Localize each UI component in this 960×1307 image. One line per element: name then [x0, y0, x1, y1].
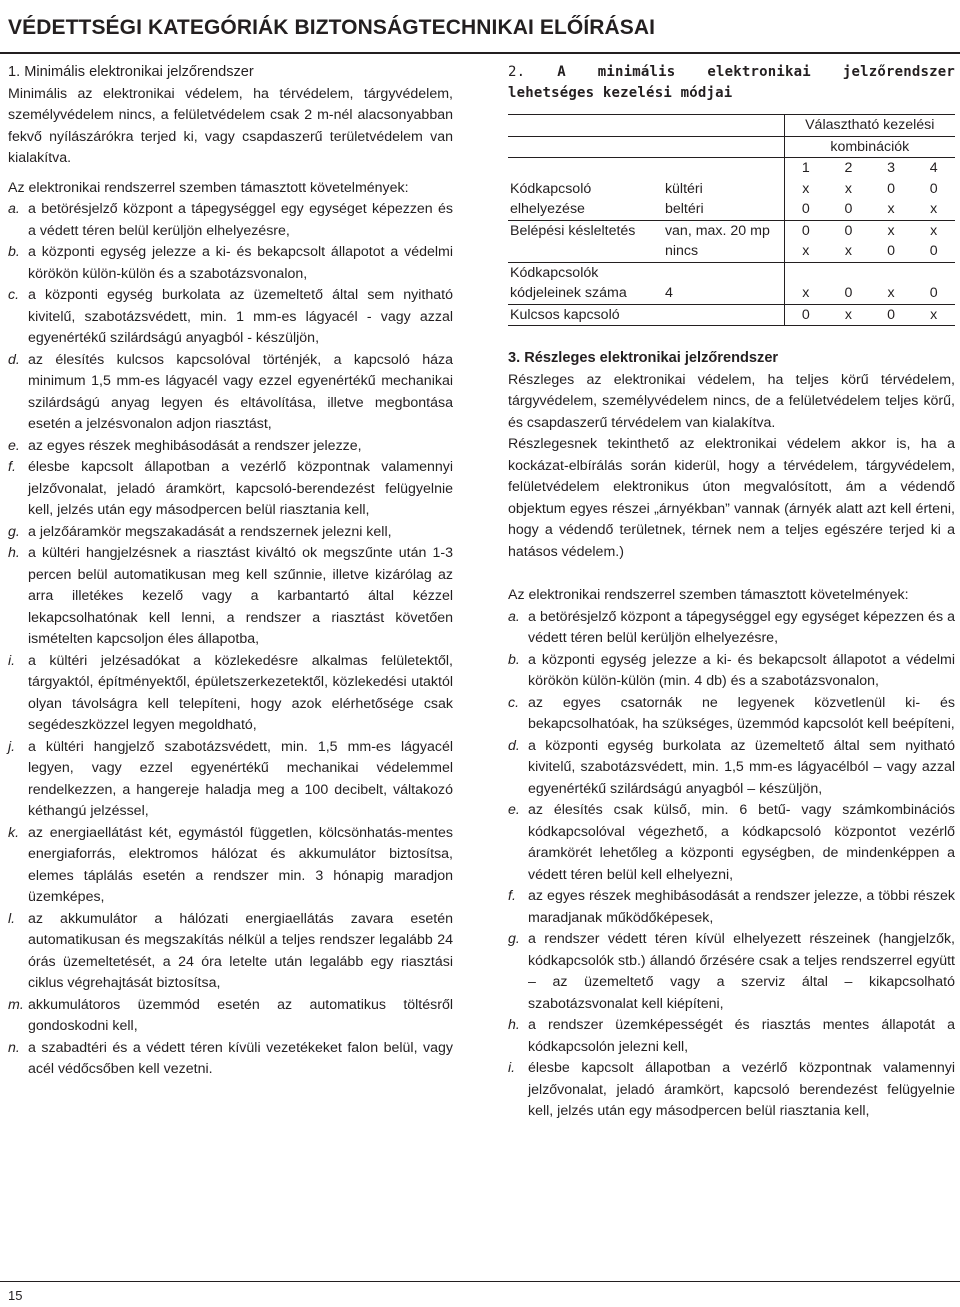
table-cell: 0: [784, 199, 827, 220]
section-1-number: 1.: [8, 64, 21, 80]
requirement-text: a központi egység burkolata az üzemeltető által sem nyitható kivitelű, szabotázsvédett, min. 1,5 mm-es lágyacélból – vagy azzal egyenértékű szilárdságú anyagból – készüljön,: [528, 737, 955, 797]
requirement-item: [8, 436, 453, 458]
section-1-requirements-intro: Az elektronikai rendszerrel szemben támasztott követelmények:: [8, 179, 409, 196]
table-cell: 0: [784, 304, 827, 326]
requirement-letter: c.: [508, 694, 520, 711]
table-cell: 0: [784, 220, 827, 241]
requirement-item: [8, 909, 453, 995]
requirement-text: az energiaellátást két, egymástól független, kölcsönhatás-mentes energiaforrás, elektromos hálózat és akkumulátor biztosítsa, elemes táplálás esetén a rendszer min. 3 hónapig maradjon üzemképes,: [28, 824, 453, 905]
requirement-letter: d.: [8, 351, 20, 368]
table-cell: x: [887, 222, 895, 239]
requirement-item: [8, 199, 453, 242]
requirement-letter: i.: [508, 1060, 516, 1076]
requirement-item: [8, 823, 453, 909]
requirement-text: a kültéri hangjelző szabotázsvédett, min. 1,5 mm-es lágyacél legyen, vagy ezzel egyenértékű mechanikai védelemmel rendelkezzen, a hangereje haladja meg a 100 decibelt, váltakozó kéthangú jelzéssel,: [28, 738, 453, 819]
section-3-title: Részleges elektronikai jelzőrendszer: [524, 350, 779, 366]
requirement-item: [8, 285, 453, 350]
page-number: 15: [8, 1288, 23, 1303]
requirement-letter: l.: [8, 910, 16, 927]
table-row-option: beltéri: [659, 199, 784, 220]
requirement-letter: e.: [508, 802, 520, 818]
table-column-number: 1: [784, 158, 827, 179]
table-cell: 0: [887, 180, 895, 197]
requirement-text: a jelzőáramkör megszakadását a rendszernek jelezni kell,: [28, 523, 392, 540]
section-2-number: 2.: [508, 64, 526, 80]
requirement-item: [508, 1058, 955, 1123]
requirement-letter: e.: [8, 437, 20, 454]
operation-modes-table: [508, 114, 955, 326]
table-row-option: [659, 304, 784, 326]
requirement-letter: b.: [508, 651, 520, 668]
table-header-row-2: [508, 136, 955, 158]
requirement-item: [8, 995, 453, 1038]
section-3-heading: [508, 348, 955, 370]
requirement-text: az egyes részek meghibásodását a rendszer jelezze, a többi részek maradjanak működőképesek,: [528, 888, 955, 926]
left-column: [8, 62, 453, 1081]
table-row: [508, 283, 955, 304]
requirement-letter: h.: [508, 1017, 520, 1033]
requirement-item: [8, 522, 453, 544]
requirement-item: [8, 457, 453, 522]
requirement-text: az élesítés kulcsos kapcsolóval történjék, a kapcsoló háza minimum 1,5 mm-es lágyacél vagy ezzel egyenértékű mechanikai szilárdságú anyag legyen és eltávolítása, illetve megbontása esetén a jelzésvonalon adjon riasztást,: [28, 351, 453, 432]
table-cell: x: [784, 179, 827, 200]
right-column: [508, 62, 955, 1123]
requirement-text: az akkumulátor a hálózati energiaellátás zavara esetén automatikusan és megszakítás nélkül a teljes rendszer legalább 24 órás üzemeltetését, a 24 óra letelte után legalább egy riasztási ciklus végrehajtását biztosítsa,: [28, 910, 453, 991]
table-cell: 0: [844, 222, 853, 239]
requirement-text: élesbe kapcsolt állapotban a vezérlő központnak valamennyi jelzővonalat, jeladó áramkört, kapcsoló berendezést felügyelnie kell, jelzés után egy másodpercen belül riasztania kell,: [528, 1060, 955, 1119]
table-row-label: Kódkapcsoló: [510, 180, 592, 197]
section-2-title: A minimális elektronikai jelzőrendszer lehetséges kezelési módjai: [508, 64, 955, 101]
requirement-item: [8, 242, 453, 285]
requirement-letter: f.: [8, 459, 16, 475]
table-row-option: [659, 262, 784, 283]
table-cell: x: [827, 241, 870, 262]
requirement-text: a betörésjelző központ a tápegységgel egy egységet képezzen és a védett téren belül kerüljön elhelyezésre,: [28, 201, 453, 239]
table-cell: 0: [912, 283, 955, 304]
requirement-item: [508, 736, 955, 801]
requirement-item: [8, 1038, 453, 1081]
requirement-item: [508, 1015, 955, 1058]
table-cell: x: [912, 199, 955, 220]
requirement-text: a kültéri jelzésadókat a közlekedésre alkalmas felületektől, tárgyaktól, építményektől, épületszerkezetektől, közlekedési utaktól olyan távolságra kell telepíteni, hogy azok elérhetősége csak segédeszközzel legyen megoldható,: [28, 652, 453, 733]
table-row-label: [508, 241, 659, 262]
section-1-requirements-list: [8, 199, 453, 1081]
table-row: [508, 241, 955, 262]
table-cell: 0: [827, 199, 870, 220]
section-3-requirements-list: [508, 607, 955, 1123]
table-cell: x: [784, 283, 827, 304]
table-row-option: nincs: [659, 241, 784, 262]
table-cell: 0: [827, 283, 870, 304]
table-row: [508, 220, 955, 241]
requirement-letter: g.: [508, 931, 520, 947]
table-row: [508, 262, 955, 283]
table-cell: x: [784, 241, 827, 262]
requirement-item: [508, 800, 955, 886]
requirement-item: [8, 543, 453, 651]
table-row-option: van, max. 20 mp: [664, 222, 770, 239]
requirement-letter: j.: [8, 738, 16, 755]
requirement-letter: f.: [508, 888, 516, 904]
table-row: [508, 179, 955, 200]
requirement-text: a szabadtéri és a védett téren kívüli vezetékeket falon belül, vagy acél védőcsőben kell vezetni.: [28, 1039, 453, 1077]
requirement-letter: a.: [8, 201, 20, 217]
table-cell: [784, 262, 827, 283]
table-header-row-1: [508, 115, 955, 137]
requirement-letter: k.: [8, 824, 20, 841]
requirement-text: élesbe kapcsolt állapotban a vezérlő központnak valamennyi jelzővonalat, jeladó áramkört, kapcsoló-berendezést felügyelnie kell, jelzés után egy másodpercen belül riasztania kell,: [28, 459, 453, 518]
requirement-letter: c.: [8, 287, 20, 303]
requirement-item: [508, 650, 955, 693]
requirement-text: az egyes részek meghibásodását a rendszer jelezze,: [28, 437, 362, 454]
section-3-paragraph-1: Részleges az elektronikai védelem, ha teljes körű térvédelem, tárgyvédelem, személyvédelem nincs, de a felületvédelem teljes körű, és csapdaszerű térvédelem van kialakítva.: [508, 371, 955, 431]
section-1-intro: Minimális az elektronikai védelem, ha térvédelem, tárgyvédelem, személyvédelem nincs, a felületvédelem csak 2 m-nél alacsonyabban fekvő nyílászárókra terjed ki, vagy csapdaszerű területvédelem van kialakítva.: [8, 85, 453, 166]
table-cell: x: [827, 304, 870, 326]
section-1-title: Minimális elektronikai jelzőrendszer: [24, 64, 254, 80]
table-header-title: Választható kezelési: [784, 115, 955, 137]
table-cell: x: [912, 304, 955, 326]
requirement-text: a központi egység jelezze a ki- és bekapcsolt állapotot a védelmi körökön külön-külön (min. 4 db) és a szabotázsvonalon,: [528, 651, 955, 689]
table-row-label: kódjeleinek száma: [508, 283, 659, 304]
requirement-text: az egyes csatornák ne legyenek közvetlenül ki- és bekapcsolhatóak, ha szükséges, üzemmód kapcsolót kell beépíteni,: [528, 694, 955, 732]
section-1-heading: [8, 62, 453, 84]
table-cell: [912, 262, 955, 283]
table-header-subtitle: kombinációk: [784, 136, 955, 158]
requirement-letter: d.: [508, 737, 520, 754]
section-3-number: 3.: [508, 350, 521, 366]
table-row: [508, 199, 955, 220]
requirement-letter: g.: [8, 523, 20, 540]
table-row-option: kültéri: [664, 180, 703, 197]
requirement-text: a központi egység jelezze a ki- és bekapcsolt állapotot a védelmi körökön külön-külön és a szabotázsvonalon,: [28, 244, 453, 282]
table-cell: [870, 262, 913, 283]
requirement-item: [8, 350, 453, 436]
table-cell: x: [870, 199, 913, 220]
requirement-text: a központi egység burkolata az üzemeltető által sem nyitható kivitelű, szabotázsvédett, min. 1 mm-es lágyacél - vagy azzal egyenértékű szilárdságú anyagból - készüljön,: [28, 287, 453, 346]
table-row-label: elhelyezése: [508, 199, 659, 220]
section-3-requirements-intro: Az elektronikai rendszerrel szemben támasztott követelmények:: [508, 587, 909, 603]
requirement-text: a rendszer védett téren kívül elhelyezett részeinek (hangjelzők, kódkapcsolók stb.) állandó őrzésére csak a teljes rendszerrel együtt – az üzemeltető vagy a szerviz által – kikapcsolható szabotázsvonalat kell kiépíteni,: [528, 931, 955, 1012]
table-column-number: 4: [912, 158, 955, 179]
requirement-item: [508, 886, 955, 929]
table-column-number: 2: [827, 158, 870, 179]
table-cell: x: [930, 222, 938, 239]
requirement-text: akkumulátoros üzemmód esetén az automatikus töltésről gondoskodni kell,: [28, 996, 453, 1034]
requirement-text: a rendszer üzemképességét és riasztás mentes állapotát a kódkapcsolón jelezni kell,: [528, 1017, 955, 1055]
requirement-letter: n.: [8, 1039, 20, 1056]
requirement-letter: h.: [8, 545, 20, 561]
table-cell: 0: [912, 241, 955, 262]
requirement-letter: a.: [508, 608, 520, 625]
table-cell: x: [844, 180, 852, 197]
footer-divider: [0, 1281, 960, 1282]
table-cell: 0: [870, 304, 913, 326]
table-cell: 0: [870, 241, 913, 262]
page-title: VÉDETTSÉGI KATEGÓRIÁK BIZTONSÁGTECHNIKAI ELŐÍRÁSAI: [8, 16, 656, 39]
requirement-item: [508, 607, 955, 650]
requirement-item: [8, 737, 453, 823]
section-2-heading: [508, 62, 955, 104]
requirement-text: a betörésjelző központ a tápegységgel egy egységet képezzen és a védett téren belül kerüljön elhelyezésre,: [528, 608, 955, 646]
table-row-label: Kulcsos kapcsoló: [508, 304, 659, 326]
requirement-item: [508, 693, 955, 736]
table-cell: x: [870, 283, 913, 304]
requirement-text: a kültéri hangjelzésnek a riasztást kiváltó ok megszűnte után 1-3 percen belül automatikusan meg kell szűnnie, illetve kizárólag az arra illetékes kezelő vagy a karbantartó által kézzel lekapcsolhatónak kell lenni, a rendszer a riasztást követően ismételten kapcsoljon éles állapotba,: [28, 545, 453, 647]
requirement-item: [508, 929, 955, 1015]
table-cell: [827, 262, 870, 283]
table-cell: 0: [929, 180, 938, 197]
table-row-label: Kódkapcsolók: [510, 264, 599, 281]
table-column-numbers: [508, 158, 955, 179]
requirement-letter: i.: [8, 652, 16, 669]
requirement-item: [8, 651, 453, 737]
table-row-label: Belépési késleltetés: [510, 222, 636, 239]
requirement-letter: b.: [8, 244, 20, 260]
table-row: [508, 304, 955, 326]
title-divider: [0, 52, 960, 54]
requirement-text: az élesítés csak külső, min. 6 betű- vagy számkombinációs kódkapcsolóval végezhető, a kódkapcsoló központot vezérlő áramkörét lehetőleg a központi egységben, de mindenképpen a védett téren belül kell elhelyezni,: [528, 802, 955, 883]
section-3-paragraph-2: Részlegesnek tekinthető az elektronikai védelem akkor is, ha a kockázat-elbírálás során kiderül, hogy a térvédelem, tárgyvédelem, felületvédelem elektronikus úton megvalósított, ám a védendő objektum egyes részei „árnyékban” vannak (árnyék alatt azt kell érteni, hogy a védendő területnek, térnek nem a teljes egészére terjed ki a hatásos védelem.): [508, 436, 955, 560]
requirement-letter: m.: [8, 996, 24, 1013]
table-row-option: 4: [659, 283, 784, 304]
table-column-number: 3: [870, 158, 913, 179]
